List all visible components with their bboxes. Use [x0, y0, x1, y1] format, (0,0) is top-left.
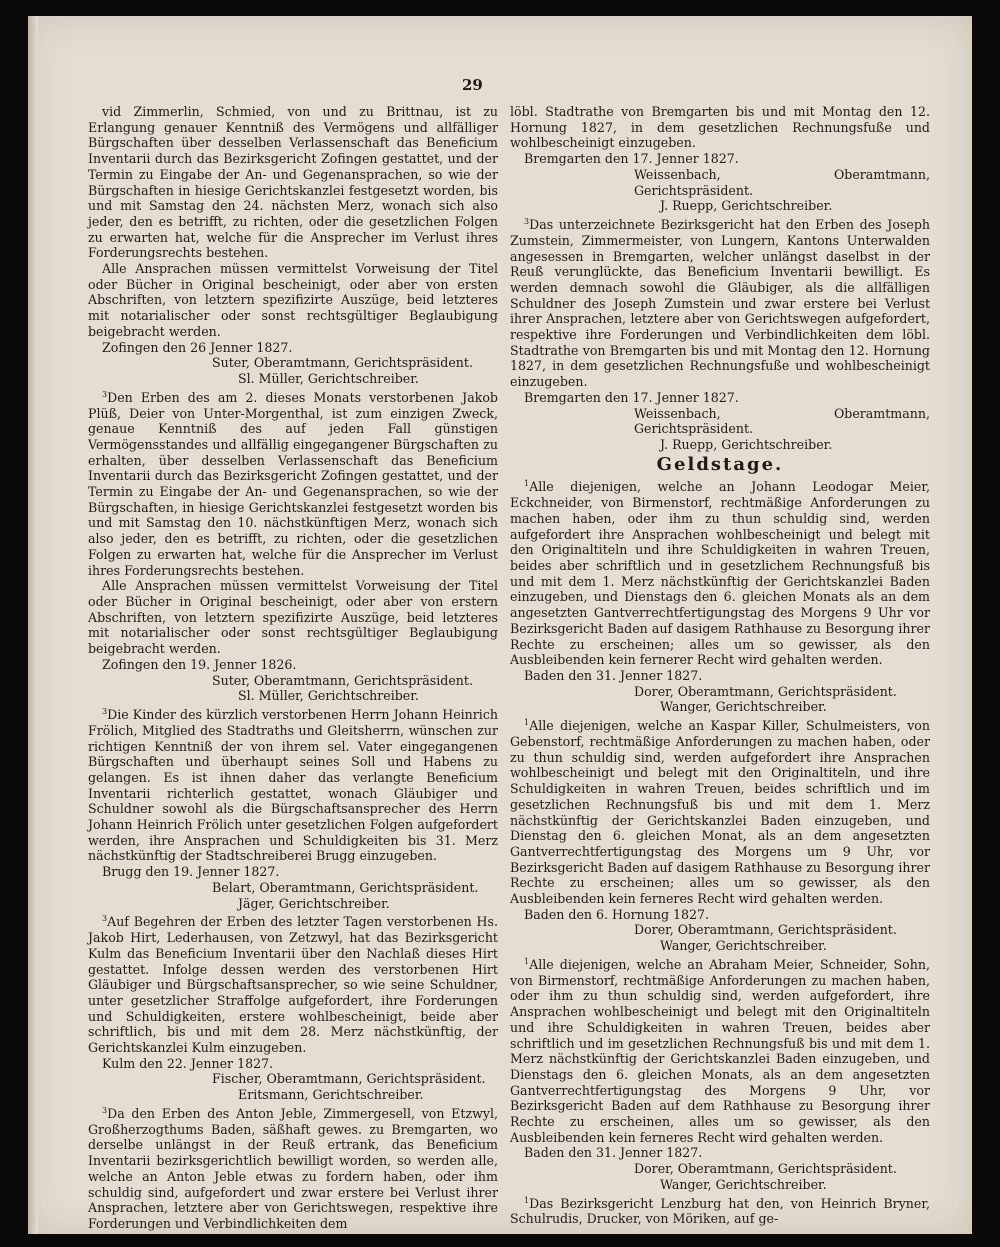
notice-text: Alle diejenigen, welche an Kaspar Killer, Schulmeisters, von Gebenstorf, rechtmäßige Anforderungen zu machen haben, oder zu thun schuldig sind, werden aufgefordert ihre Ansprachen wohlbescheinigt und belegt mit den Originaltiteln, und ihre Schuldigkeiten in wahren Treuen, beides schriftlich und im gesetzlichen Rechnungsfuß bis und mit dem 1. Merz nächstkünftig der Gerichtskanzlei Baden einzugeben, und Dienstag den 6. gleichen Monat, als an dem angesetzten Gantverrechtfertigungstag des Morgens um 9 Uhr, vor Bezirksgericht Baden auf dasigem Rathhause zu Besorgung ihrer Rechte zu erscheinen; alles um so gewisser, als den Ausbleibenden kein ferneres Recht wird gehalten werden. — [510, 718, 930, 907]
signature-clerk: J. Ruepp, Gerichtschreiber. — [660, 436, 833, 452]
signature-president: Dorer, Oberamtmann, Gerichtspräsident. — [634, 683, 897, 699]
notice-text: Die Kinder des kürzlich verstorbenen Herrn Johann Heinrich Frölich, Mitglied des Stadtraths und Gleitsherrn, wünschen zur richtigen Kenntniß der von ihrem sel. Vater eingegangenen Bürgschaften und überhaupt seines Soll und Habens zu gelangen. Es ist ihnen daher das verlangte Beneficium Inventarii richterlich gestattet, wonach Gläubiger und Schuldner sowohl als die Bürgschaftsansprecher des Herrn Johann Heinrich Frölich unter gesetzlichen Folgen aufgefordert werden, ihre Ansprachen und Schuldigkeiten bis 31. Merz nächstkünftig der Stadtschreiberei Brugg einzugeben. — [88, 707, 498, 864]
notice-paragraph — [88, 261, 498, 340]
notice-text: Das unterzeichnete Bezirksgericht hat den Erben des Joseph Zumstein, Zimmermeister, von Lungern, Kantons Unterwalden angesessen in Bremgarten, welcher unlängst daselbst in der Reuß verunglückte, das Beneficium Inventarii bewilligt. Es werden demnach sowohl die Gläubiger, als die allfälligen Schuldner des Joseph Zumstein und zwar erstere bei Verlust ihrer Ansprachen, letztere aber von Gerichtswegen aufgefordert, respektive ihre Forderungen und Verbindlichkeiten dem löbl. Stadtrathe von Bremgarten bis und mit Montag den 12. Hornung 1827, in dem gesetzlichen Rechnungsfuße und wohlbescheinigt einzugeben. — [510, 217, 930, 390]
dateline: Zofingen den 19. Jenner 1826. — [102, 656, 297, 672]
notice-paragraph — [88, 387, 498, 579]
signature-clerk: J. Ruepp, Gerichtschreiber. — [660, 198, 833, 214]
signature-president: Suter, Oberamtmann, Gerichtspräsident. — [212, 355, 473, 371]
notice-text: Alle diejenigen, welche an Abraham Meier, Schneider, Sohn, von Birmenstorf, rechtmäßige Anforderungen zu machen haben, oder ihm zu thun schuldig sind, werden aufgefordert, ihre Ansprachen wohlbescheinigt und belegt mit den Originaltiteln und ihre Schuldigkeiten in wahren Treuen, beides aber schriftlich und im gesetzlichen Rechnungsfuß bis und mit dem 1. Merz nächstkünftig der Gerichtskanzlei Baden einzugeben, und Dienstags den 6. gleichen Monats, als an dem angesetzten Gantverrechtfertigungstag des Morgens 9 Uhr, vor Bezirksgericht Baden auf dem Rathhause zu Besorgung ihrer Rechte zu erscheinen, alles um so gewisser, als den Ausbleibenden kein ferneres Recht wird gehalten werden. — [510, 957, 930, 1145]
notice-number: 3 — [102, 706, 108, 716]
right-column — [510, 104, 930, 1227]
dateline: Bremgarten den 17. Jenner 1827. — [524, 389, 739, 405]
notice-text: Alle diejenigen, welche an Johann Leodogar Meier, Eckchneider, von Birmenstorf, rechtmäßige Anforderungen zu machen haben, oder ihm zu thun schuldig sind, werden aufgefordert ihre Ansprachen wohlbescheinigt und belegt mit den Originaltiteln und ihre Schuldigkeiten in wahren Treuen, beides aber schriftlich und in gesetzlichem Rechnungsfuß bis und mit dem 1. Merz nächstkünftig der Gerichtskanzlei Baden einzugeben, und Dienstags den 6. gleichen Monats als an dem angesetzten Gantverrechtfertigungstag des Morgens 9 Uhr vor Bezirksgericht Baden auf dasigem Rathhause zu Besorgung ihrer Rechte zu erscheinen; alles um so gewisser, als den Ausbleibenden kein fernerer Recht wird gehalten werden. — [510, 479, 930, 668]
notice-paragraph — [88, 911, 498, 1056]
notice-paragraph — [510, 214, 930, 390]
notice-paragraph — [88, 104, 498, 261]
page-number: 29 — [462, 76, 483, 94]
dateline: Bremgarten den 17. Jenner 1827. — [524, 151, 739, 167]
signature-clerk: Sl. Müller, Gerichtschreiber. — [238, 688, 419, 704]
signature-clerk: Sl. Müller, Gerichtschreiber. — [238, 370, 419, 386]
section-heading: Geldstage. — [656, 453, 784, 475]
dateline: Baden den 6. Hornung 1827. — [524, 906, 710, 922]
dateline: Baden den 31. Jenner 1827. — [524, 667, 703, 683]
notice-text: Alle Ansprachen müssen vermittelst Vorweisung der Titel oder Bücher in Original bescheinigt, oder aber von ersten Abschriften, von letztern spezifizirte Auszüge, beid letzteres mit notarialischer oder sonst rechtsgültiger Beglaubigung beigebracht werden. — [88, 261, 498, 339]
notice-paragraph — [510, 104, 930, 151]
notice-paragraph — [88, 704, 498, 864]
notice-paragraph — [510, 715, 930, 907]
notice-number: 3 — [102, 914, 108, 924]
signature-president: Weissenbach, Oberamtmann, Gerichtspräsident. — [634, 405, 930, 437]
notice-paragraph — [88, 578, 498, 657]
newspaper-page — [28, 16, 972, 1234]
notice-text: löbl. Stadtrathe von Bremgarten bis und mit Montag den 12. Hornung 1827, in dem gesetzlichen Rechnungsfuße und wohlbescheinigt einzugeben. — [510, 104, 930, 151]
notice-text: Da den Erben des Anton Jeble, Zimmergesell, von Etzwyl, Großherzogthums Baden, säßhaft gewes. zu Bremgarten, wo derselbe unlängst in der Reuß ertrank, das Beneficium Inventarii bezirksgerichtlich bewilligt worden, so werden alle, welche an Anton Jeble etwas zu fordern haben, oder ihm schuldig sind, aufgefordert und zwar erstere bei Verlust ihrer Ansprachen, letztere aber von Gerichtswegen, respektive ihre Forderungen und Verbindlichkeiten dem — [88, 1106, 498, 1231]
notice-text: Alle Ansprachen müssen vermittelst Vorweisung der Titel oder Bücher in Original bescheinigt, oder aber von erstern Abschriften, von letztern spezifizirte Auszüge, beid letzteres mit notarialischer oder sonst rechtsgültiger Beglaubigung beigebracht werden. — [88, 578, 498, 657]
notice-number: 1 — [524, 718, 530, 728]
page-fold-shadow — [28, 16, 38, 1234]
left-column — [88, 104, 498, 1232]
signature-president: Dorer, Oberamtmann, Gerichtspräsident. — [634, 922, 897, 938]
signature-clerk: Wanger, Gerichtschreiber. — [660, 938, 827, 954]
notice-paragraph — [510, 954, 930, 1146]
notice-number: 3 — [524, 216, 530, 226]
notice-paragraph — [510, 476, 930, 668]
signature-president: Suter, Oberamtmann, Gerichtspräsident. — [212, 672, 473, 688]
signature-president: Dorer, Oberamtmann, Gerichtspräsident. — [634, 1161, 897, 1177]
dateline: Brugg den 19. Jenner 1827. — [102, 864, 280, 880]
notice-number: 1 — [524, 956, 530, 966]
notice-text: vid Zimmerlin, Schmied, von und zu Brittnau, ist zu Erlangung genauer Kenntniß des Vermögens und allfälliger Bürgschaften über desselben Verlassenschaft das Beneficium Inventarii durch das Bezirksgericht Zofingen gestattet, und der Termin zu Eingabe der An- und Gegenansprachen, so wie der Bürgschaften in hiesige Gerichtskanzlei festgesetzt worden, bis und mit Samstag den 24. nächsten Merz, wonach sich also jeder, den es betrifft, zu richten, oder die gesetzlichen Folgen zu erwarten hat, welche für die Ansprecher im Verlust ihres Forderungsrechts bestehen. — [88, 104, 498, 261]
notice-number: 3 — [102, 389, 108, 399]
notice-number: 1 — [524, 479, 530, 489]
signature-clerk: Eritsmann, Gerichtschreiber. — [238, 1087, 424, 1103]
dateline: Zofingen den 26 Jenner 1827. — [102, 339, 293, 355]
notice-paragraph — [510, 1193, 930, 1228]
notice-paragraph — [88, 1103, 498, 1232]
signature-clerk: Wanger, Gerichtschreiber. — [660, 1176, 827, 1192]
notice-text: Das Bezirksgericht Lenzburg hat den, von Heinrich Bryner, Schulrudis, Drucker, von Möriken, auf ge- — [510, 1195, 930, 1227]
signature-clerk: Jäger, Gerichtschreiber. — [238, 895, 390, 911]
notice-text: Auf Begehren der Erben des letzter Tagen verstorbenen Hs. Jakob Hirt, Lederhausen, von Zetzwyl, hat das Bezirksgericht Kulm das Beneficium Inventarii über den Nachlaß dieses Hirt gestattet. Infolge dessen werden des verstorbenen Hirt Gläubiger und Bürgschaftsansprecher, so wie seine Schuldner, unter gesetzlicher Straffolge aufgefordert, ihre Forderungen und Schuldigkeiten, erstere wohlbescheinigt, beide aber schriftlich, bis und mit dem 28. Merz nächstkünftig, der Gerichtskanzlei Kulm einzugeben. — [88, 914, 498, 1056]
dateline: Kulm den 22. Jenner 1827. — [102, 1055, 274, 1071]
notice-text: Den Erben des am 2. dieses Monats verstorbenen Jakob Plüß, Deier von Unter-Morgenthal, ist zum einzigen Zweck, genaue Kenntniß des auf jeden Fall günstigen Vermögensstandes und allfällig eingegangener Bürgschaften zu erhalten, über desselben Verlassenschaft das Beneficium Inventarii durch das Bezirksgericht Zofingen gestattet, und der Termin zu Eingabe der An- und Gegenansprachen, so wie der Bürgschaften, in hiesige Gerichtskanzlei festgesetzt worden bis und mit Samstag den 10. nächstkünftigen Merz, wonach sich also jeder, den es betrifft, zu richten, oder die gesetzlichen Folgen zu erwarten hat, welche für die Ansprecher im Verlust ihres Forderungsrechts bestehen. — [88, 389, 498, 578]
notice-number: 3 — [102, 1105, 108, 1115]
signature-president: Belart, Oberamtmann, Gerichtspräsident. — [212, 879, 479, 895]
signature-president: Fischer, Oberamtmann, Gerichtspräsident. — [212, 1071, 486, 1087]
signature-president: Weissenbach, Oberamtmann, Gerichtspräsident. — [634, 166, 930, 198]
notice-number: 1 — [524, 1195, 530, 1205]
signature-clerk: Wanger, Gerichtschreiber. — [660, 699, 827, 715]
dateline: Baden den 31. Jenner 1827. — [524, 1145, 703, 1161]
